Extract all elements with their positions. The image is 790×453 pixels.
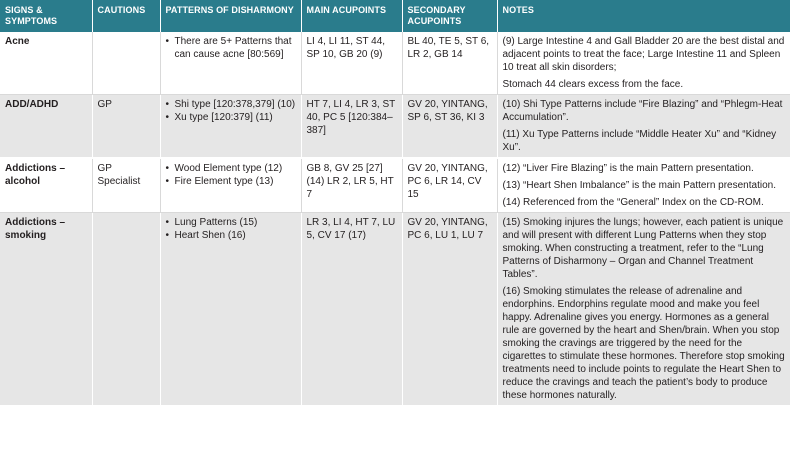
note-paragraph: (13) “Heart Shen Imbalance” is the main Pattern presentation. xyxy=(502,180,776,191)
header-main-acupoints: MAIN ACUPOINTS xyxy=(301,0,402,32)
patterns-cell xyxy=(160,213,301,407)
header-cautions: CAUTIONS xyxy=(92,0,160,32)
symptom-cell: Acne xyxy=(0,32,92,95)
secondary-acupoints-cell: GV 20, YINTANG, PC 6, LR 14, CV 15 xyxy=(402,158,497,213)
note-paragraph: (12) “Liver Fire Blazing” is the main Pattern presentation. xyxy=(502,163,754,174)
main-acupoints-cell: LI 4, LI 11, ST 44, SP 10, GB 20 (9) xyxy=(301,32,402,95)
pattern-item: • Lung Patterns (15) xyxy=(166,216,297,229)
symptom-cell: ADD/ADHD xyxy=(0,95,92,159)
note-paragraph: (9) Large Intestine 4 and Gall Bladder 20 are the best distal and adjacent points to treat the face; Large Intestine 11 and Spleen 10 treat all skin disorders; xyxy=(502,36,785,73)
notes-cell xyxy=(497,32,790,95)
header-symptoms: SIGNS & SYMPTOMS xyxy=(0,0,92,32)
header-patterns: PATTERNS OF DISHARMONY xyxy=(160,0,301,32)
pattern-item: • Heart Shen (16) xyxy=(166,229,297,242)
header-row xyxy=(0,0,790,32)
note-paragraph: (14) Referenced from the “General” Index on the CD-ROM. xyxy=(502,197,764,208)
main-acupoints-cell: HT 7, LI 4, LR 3, ST 40, PC 5 [120:384–387] xyxy=(301,95,402,159)
table-row-add-adhd xyxy=(0,95,790,159)
symptom-cell: Addictions – alcohol xyxy=(0,158,92,213)
main-acupoints-cell: GB 8, GV 25 [27] (14) LR 2, LR 5, HT 7 xyxy=(301,158,402,213)
note-paragraph: Stomach 44 clears excess from the face. xyxy=(502,79,684,90)
symptom-cell: Addictions – smoking xyxy=(0,213,92,407)
header-notes: NOTES xyxy=(497,0,790,32)
patterns-cell xyxy=(160,32,301,95)
header-secondary-acupoints: SECONDARY ACUPOINTS xyxy=(402,0,497,32)
note-paragraph: (10) Shi Type Patterns include “Fire Blazing” and “Phlegm-Heat Accumulation”. xyxy=(502,99,783,123)
cautions-cell xyxy=(92,32,160,95)
pattern-item: • Xu type [120:379] (11) xyxy=(166,111,297,124)
note-paragraph: (11) Xu Type Patterns include “Middle Heater Xu” and “Kidney Xu”. xyxy=(502,129,777,153)
notes-cell xyxy=(497,158,790,213)
main-acupoints-cell: LR 3, LI 4, HT 7, LU 5, CV 17 (17) xyxy=(301,213,402,407)
notes-cell xyxy=(497,213,790,407)
table-row-addictions-alcohol xyxy=(0,158,790,213)
table-row-acne xyxy=(0,32,790,95)
pattern-item: • Wood Element type (12) xyxy=(166,162,297,175)
cautions-cell: GP Specialist xyxy=(92,158,160,213)
table-row-addictions-smoking xyxy=(0,213,790,407)
pattern-item: • There are 5+ Patterns that can cause acne [80:569] xyxy=(166,35,297,61)
pattern-item: • Fire Element type (13) xyxy=(166,175,297,188)
note-paragraph: (15) Smoking injures the lungs; however, each patient is unique and will present with different Lung Patterns when they stop smoking. When constructing a treatment, refer to the “Lung Patterns of Disharmony – Organ and Channel Treatment Tables”. xyxy=(502,217,784,280)
secondary-acupoints-cell: GV 20, YINTANG, PC 6, LU 1, LU 7 xyxy=(402,213,497,407)
cautions-cell: GP xyxy=(92,95,160,159)
note-paragraph: (16) Smoking stimulates the release of adrenaline and endorphins. Endorphins regulate mood and make you feel happy. Adrenaline gives you energy. Hormones as a general rule are governed by the heart and Shen/brain. When you stop smoking the cravings are triggered by the need for the cigarettes to stimulate these hormones. Therefore stop smoking treatments need to include points to regulate the Heart Shen to reduce the cravings and teach the patient’s body to produce these hormones naturally. xyxy=(502,286,785,401)
secondary-acupoints-cell: GV 20, YINTANG, SP 6, ST 36, KI 3 xyxy=(402,95,497,159)
patterns-cell xyxy=(160,158,301,213)
cautions-cell xyxy=(92,213,160,407)
notes-cell xyxy=(497,95,790,159)
patterns-cell xyxy=(160,95,301,159)
pattern-item: • Shi type [120:378,379] (10) xyxy=(166,98,297,111)
secondary-acupoints-cell: BL 40, TE 5, ST 6, LR 2, GB 14 xyxy=(402,32,497,95)
